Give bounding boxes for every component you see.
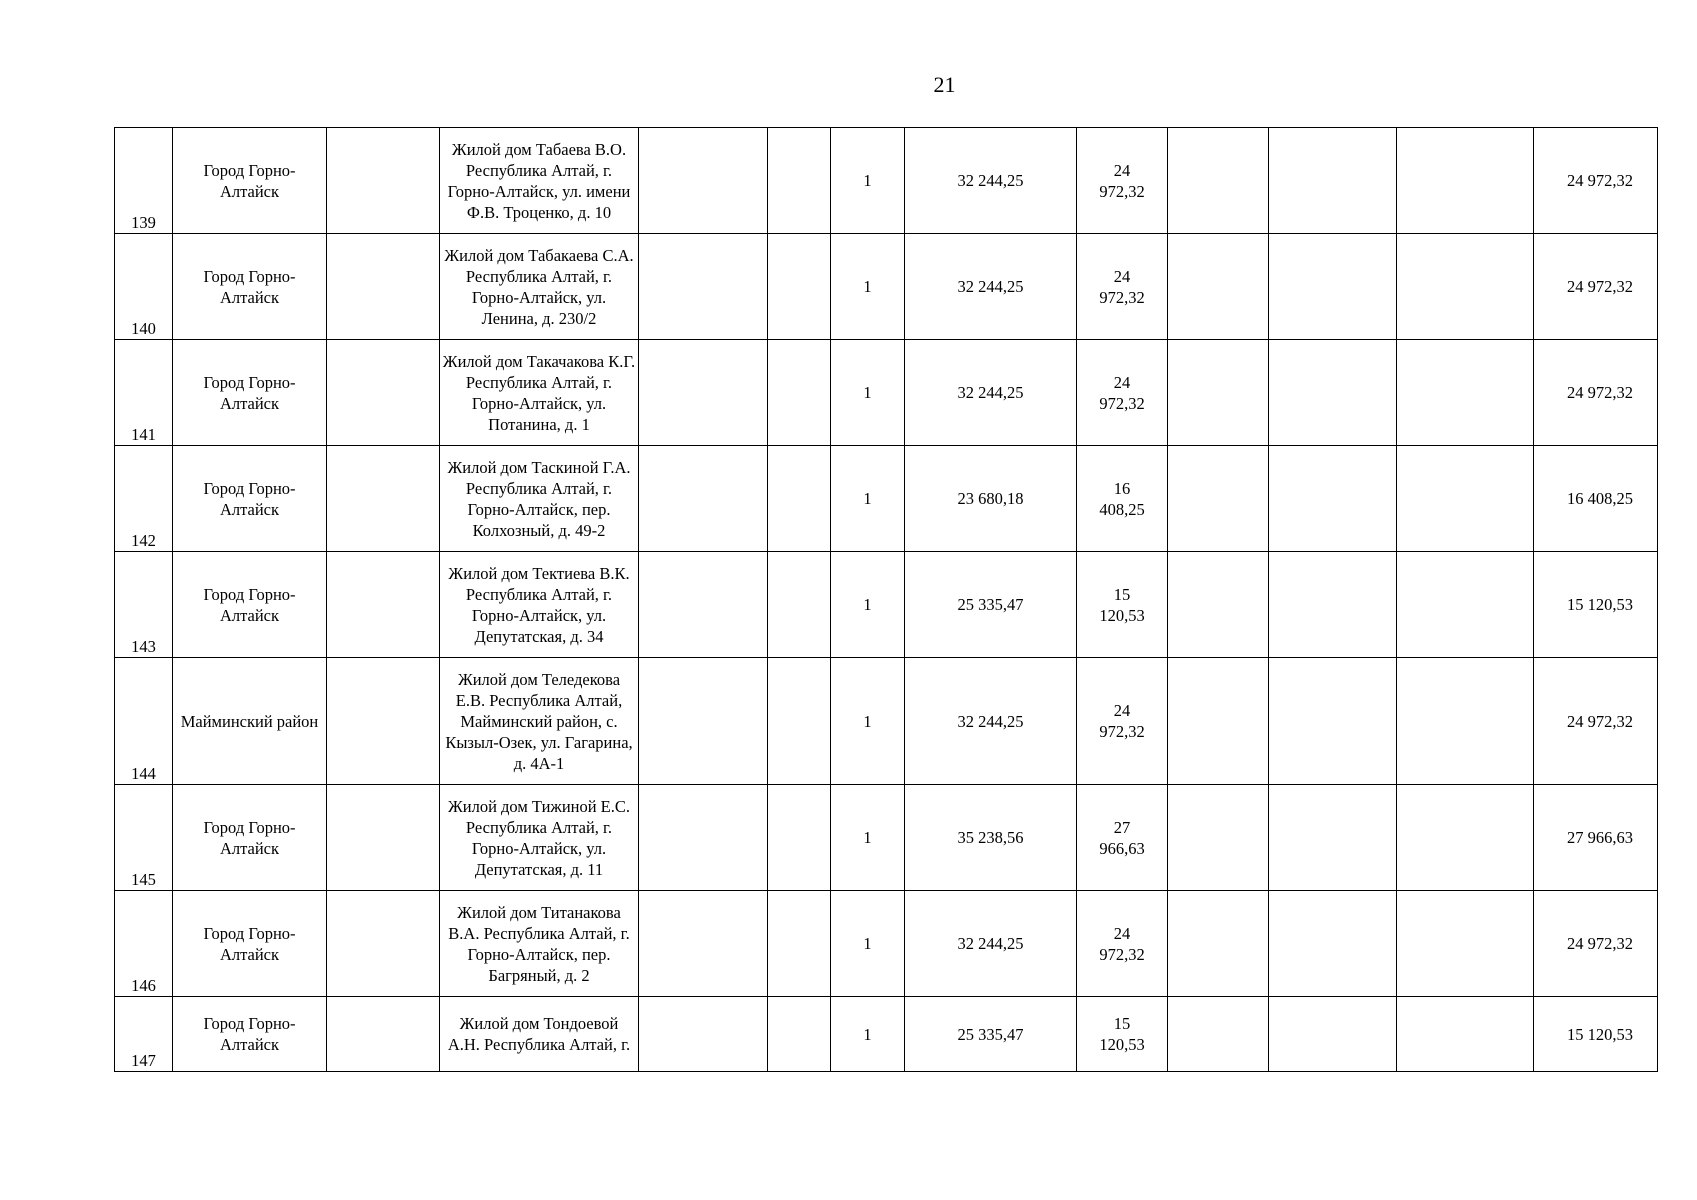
empty-cell (768, 128, 831, 234)
empty-cell (1397, 891, 1534, 997)
cost-cell: 32 244,25 (905, 891, 1077, 997)
row-number-cell: 141 (115, 340, 173, 446)
subsidy-part-a: 16 (1113, 478, 1131, 498)
count-cell: 1 (831, 446, 905, 552)
empty-cell (639, 785, 768, 891)
count-cell: 1 (831, 340, 905, 446)
subsidy-cell (1077, 234, 1168, 340)
total-cell: 24 972,32 (1534, 340, 1658, 446)
empty-cell (1269, 552, 1397, 658)
row-number-cell: 140 (115, 234, 173, 340)
empty-cell (327, 128, 440, 234)
row-number-cell: 142 (115, 446, 173, 552)
empty-cell (327, 552, 440, 658)
table-row (115, 234, 1658, 340)
subsidy-cell (1077, 891, 1168, 997)
count-cell: 1 (831, 891, 905, 997)
object-address-cell: Жилой дом Титанакова В.А. Республика Алтай, г. Горно-Алтайск, пер. Багряный, д. 2 (440, 891, 639, 997)
total-cell: 15 120,53 (1534, 552, 1658, 658)
registry-table (114, 127, 1658, 1072)
subsidy-cell (1077, 128, 1168, 234)
empty-cell (1168, 785, 1269, 891)
cost-cell: 25 335,47 (905, 552, 1077, 658)
object-address-cell: Жилой дом Таскиной Г.А. Республика Алтай, г. Горно-Алтайск, пер. Колхозный, д. 49-2 (440, 446, 639, 552)
empty-cell (1269, 234, 1397, 340)
empty-cell (1397, 552, 1534, 658)
count-cell: 1 (831, 552, 905, 658)
count-cell: 1 (831, 128, 905, 234)
empty-cell (327, 446, 440, 552)
table-row (115, 785, 1658, 891)
empty-cell (639, 658, 768, 785)
cost-cell: 32 244,25 (905, 658, 1077, 785)
row-number-cell: 144 (115, 658, 173, 785)
empty-cell (639, 234, 768, 340)
subsidy-part-b: 972,32 (1099, 944, 1145, 964)
table-row (115, 997, 1658, 1072)
region-cell: Город Горно-Алтайск (173, 128, 327, 234)
subsidy-part-b: 966,63 (1099, 838, 1145, 858)
empty-cell (1397, 340, 1534, 446)
empty-cell (1168, 340, 1269, 446)
region-cell: Город Горно-Алтайск (173, 552, 327, 658)
region-cell: Город Горно-Алтайск (173, 446, 327, 552)
object-address-cell: Жилой дом Тондоевой А.Н. Республика Алтай, г. (440, 997, 639, 1072)
empty-cell (639, 340, 768, 446)
empty-cell (1397, 446, 1534, 552)
subsidy-cell (1077, 658, 1168, 785)
subsidy-part-b: 120,53 (1099, 1035, 1145, 1054)
total-cell: 15 120,53 (1534, 997, 1658, 1072)
object-address-cell: Жилой дом Табакаева С.А. Республика Алтай, г. Горно-Алтайск, ул. Ленина, д. 230/2 (440, 234, 639, 340)
count-cell: 1 (831, 658, 905, 785)
empty-cell (1168, 234, 1269, 340)
subsidy-cell (1077, 446, 1168, 552)
row-number-cell: 146 (115, 891, 173, 997)
empty-cell (1168, 128, 1269, 234)
total-cell: 24 972,32 (1534, 128, 1658, 234)
empty-cell (1397, 234, 1534, 340)
empty-cell (327, 891, 440, 997)
region-cell: Город Горно-Алтайск (173, 997, 327, 1072)
empty-cell (1269, 128, 1397, 234)
object-address-cell: Жилой дом Такачакова К.Г. Республика Алтай, г. Горно-Алтайск, ул. Потанина, д. 1 (440, 340, 639, 446)
row-number-cell: 139 (115, 128, 173, 234)
empty-cell (639, 997, 768, 1072)
object-address-cell: Жилой дом Табаева В.О. Республика Алтай, г. Горно-Алтайск, ул. имени Ф.В. Троценко, д. 10 (440, 128, 639, 234)
table-row (115, 891, 1658, 997)
subsidy-cell (1077, 552, 1168, 658)
subsidy-part-a: 24 (1113, 160, 1131, 180)
table-row (115, 340, 1658, 446)
empty-cell (1269, 785, 1397, 891)
subsidy-part-b: 972,32 (1099, 287, 1145, 307)
empty-cell (1168, 997, 1269, 1072)
empty-cell (327, 785, 440, 891)
region-cell: Город Горно-Алтайск (173, 785, 327, 891)
empty-cell (639, 552, 768, 658)
subsidy-part-b: 408,25 (1099, 499, 1145, 519)
total-cell: 24 972,32 (1534, 234, 1658, 340)
cost-cell: 35 238,56 (905, 785, 1077, 891)
empty-cell (639, 446, 768, 552)
empty-cell (327, 658, 440, 785)
empty-cell (768, 234, 831, 340)
subsidy-part-a: 27 (1113, 817, 1131, 837)
subsidy-part-b: 972,32 (1099, 722, 1145, 741)
object-address-cell: Жилой дом Теледекова Е.В. Республика Алтай, Майминский район, с. Кызыл-Озек, ул. Гагарина, д. 4А-1 (440, 658, 639, 785)
empty-cell (1269, 340, 1397, 446)
empty-cell (768, 997, 831, 1072)
table-row (115, 128, 1658, 234)
empty-cell (1168, 658, 1269, 785)
empty-cell (639, 128, 768, 234)
table-row (115, 658, 1658, 785)
subsidy-cell (1077, 785, 1168, 891)
empty-cell (1397, 785, 1534, 891)
count-cell: 1 (831, 785, 905, 891)
cost-cell: 32 244,25 (905, 128, 1077, 234)
subsidy-part-b: 120,53 (1099, 605, 1145, 625)
empty-cell (1168, 891, 1269, 997)
empty-cell (1397, 997, 1534, 1072)
empty-cell (1168, 552, 1269, 658)
subsidy-part-a: 15 (1113, 1014, 1131, 1033)
empty-cell (768, 552, 831, 658)
subsidy-part-b: 972,32 (1099, 181, 1145, 201)
region-cell: Майминский район (173, 658, 327, 785)
page-number: 21 (933, 72, 956, 97)
empty-cell (768, 446, 831, 552)
empty-cell (327, 997, 440, 1072)
empty-cell (1269, 997, 1397, 1072)
subsidy-part-b: 972,32 (1099, 393, 1145, 413)
region-cell: Город Горно-Алтайск (173, 234, 327, 340)
empty-cell (768, 785, 831, 891)
object-address-cell: Жилой дом Тектиева В.К. Республика Алтай, г. Горно-Алтайск, ул. Депутатская, д. 34 (440, 552, 639, 658)
total-cell: 27 966,63 (1534, 785, 1658, 891)
cost-cell: 23 680,18 (905, 446, 1077, 552)
count-cell: 1 (831, 234, 905, 340)
table-row (115, 446, 1658, 552)
total-cell: 24 972,32 (1534, 891, 1658, 997)
subsidy-part-a: 15 (1113, 584, 1131, 604)
empty-cell (327, 340, 440, 446)
empty-cell (1168, 446, 1269, 552)
empty-cell (1269, 891, 1397, 997)
empty-cell (1397, 128, 1534, 234)
empty-cell (1269, 658, 1397, 785)
empty-cell (1397, 658, 1534, 785)
count-cell: 1 (831, 997, 905, 1072)
object-address-cell: Жилой дом Тижиной Е.С. Республика Алтай, г. Горно-Алтайск, ул. Депутатская, д. 11 (440, 785, 639, 891)
empty-cell (768, 891, 831, 997)
subsidy-part-a: 24 (1113, 701, 1131, 720)
row-number-cell: 143 (115, 552, 173, 658)
total-cell: 24 972,32 (1534, 658, 1658, 785)
cost-cell: 32 244,25 (905, 234, 1077, 340)
empty-cell (327, 234, 440, 340)
region-cell: Город Горно-Алтайск (173, 340, 327, 446)
cost-cell: 25 335,47 (905, 997, 1077, 1072)
subsidy-cell (1077, 340, 1168, 446)
subsidy-part-a: 24 (1113, 372, 1131, 392)
empty-cell (768, 340, 831, 446)
subsidy-cell (1077, 997, 1168, 1072)
table-body (115, 128, 1658, 1072)
empty-cell (1269, 446, 1397, 552)
empty-cell (639, 891, 768, 997)
empty-cell (768, 658, 831, 785)
row-number-cell: 145 (115, 785, 173, 891)
subsidy-part-a: 24 (1113, 923, 1131, 943)
cost-cell: 32 244,25 (905, 340, 1077, 446)
table-row (115, 552, 1658, 658)
row-number-cell: 147 (115, 997, 173, 1072)
total-cell: 16 408,25 (1534, 446, 1658, 552)
subsidy-part-a: 24 (1113, 266, 1131, 286)
region-cell: Город Горно-Алтайск (173, 891, 327, 997)
